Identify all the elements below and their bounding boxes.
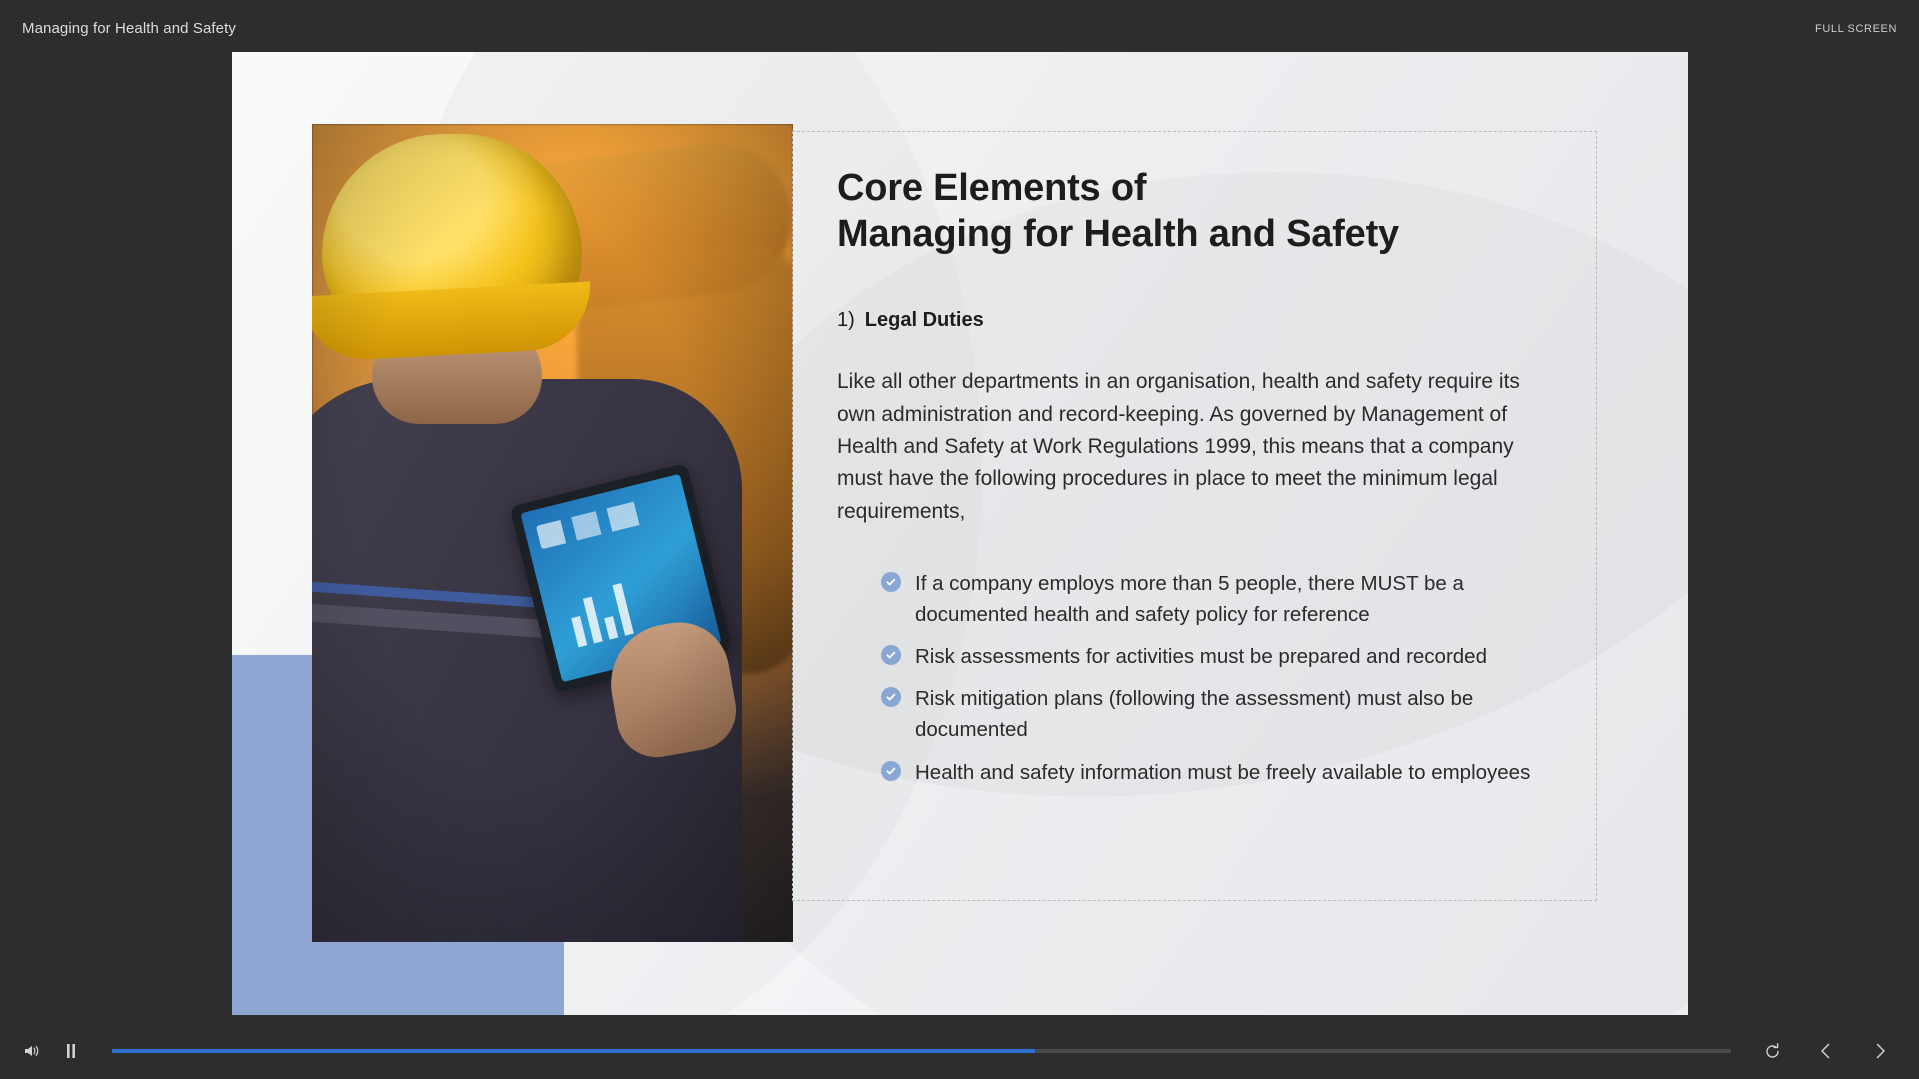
slide-title (837, 166, 1574, 257)
slide-title-line-2: Managing for Health and Safety (837, 212, 1399, 255)
list-item (881, 757, 1574, 788)
slide (232, 52, 1688, 1015)
list-item-text: Health and safety information must be freely available to employees (915, 760, 1531, 784)
list-item (881, 683, 1574, 745)
check-circle-icon (881, 761, 901, 781)
previous-icon[interactable] (1813, 1038, 1839, 1064)
course-title: Managing for Health and Safety (22, 20, 236, 37)
bullet-list (837, 568, 1574, 788)
section-number: 1) (837, 309, 855, 332)
slide-photo (312, 124, 793, 942)
slide-title-line-1: Core Elements of (837, 167, 1147, 209)
section-heading (837, 309, 1574, 332)
next-icon[interactable] (1867, 1038, 1893, 1064)
fullscreen-button[interactable]: FULL SCREEN (1815, 22, 1897, 35)
check-circle-icon (881, 645, 901, 665)
list-item (881, 568, 1574, 630)
list-item (881, 641, 1574, 672)
replay-icon[interactable] (1759, 1038, 1785, 1064)
list-item-text: Risk assessments for activities must be prepared and recorded (915, 645, 1487, 669)
check-circle-icon (881, 687, 901, 707)
seek-bar-progress (112, 1049, 1035, 1053)
volume-icon[interactable] (18, 1038, 44, 1064)
seek-bar[interactable] (112, 1049, 1731, 1053)
top-bar (0, 0, 1919, 57)
list-item-text: If a company employs more than 5 people, there MUST be a documented health and safety policy for reference (915, 571, 1464, 626)
body-paragraph: Like all other departments in an organisation, health and safety require its own administration and record-keeping. As governed by Management of Health and Safety at Work Regulations 1999, this means that a company must have the following procedures in place to meet the minimum legal requirements, (837, 370, 1520, 523)
check-circle-icon (881, 572, 901, 592)
slide-content-panel (792, 131, 1597, 901)
pause-icon[interactable] (58, 1038, 84, 1064)
photo-vignette (312, 124, 793, 942)
player-controls (0, 1023, 1919, 1079)
list-item-text: Risk mitigation plans (following the assessment) must also be documented (915, 687, 1474, 742)
slide-stage (0, 57, 1919, 1023)
navigation-controls (1759, 1038, 1901, 1064)
section-title: Legal Duties (864, 309, 984, 332)
